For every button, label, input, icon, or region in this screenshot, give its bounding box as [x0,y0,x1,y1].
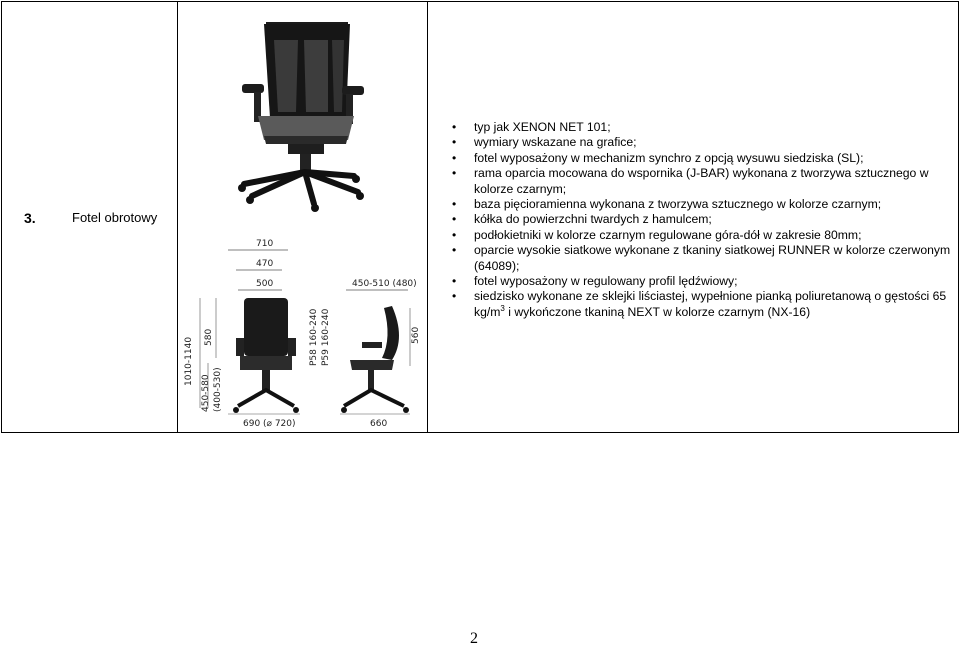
dim-base-width: 690 (⌀ 720) [243,419,296,429]
spec-item: • rama oparcia mocowana do wspornika (J-BAR) wykonana z tworzywa sztucznego w kolorze czarnym; [438,166,953,197]
dim-height-back: 580 [204,328,214,346]
spec-item: • podłokietniki w kolorze czarnym regulowane góra-dół w zakresie 80mm; [438,228,953,243]
product-name: Fotel obrotowy [72,210,158,225]
dim-width-top: 710 [256,239,274,249]
spec-item-last [438,289,953,320]
spec-last-part2: i wykończone tkaniną NEXT w kolorze czarnym (NX-16) [504,304,811,319]
chair-photo [238,22,364,212]
dim-width-seat: 500 [256,279,274,289]
chair-drawing [178,8,426,430]
column-divider [427,2,428,432]
spec-item: • wymiary wskazane na grafice; [438,135,953,150]
dim-depth-total: 660 [370,419,388,429]
spec-item: • typ jak XENON NET 101; [438,120,953,135]
spec-list [438,120,953,320]
row-number: 3. [24,210,36,226]
spec-item: • fotel wyposażony w regulowany profil lędźwiowy; [438,274,953,289]
spec-item: • kółka do powierzchni twardych z hamulcem; [438,212,953,227]
side-view-drawing [340,290,410,414]
dim-armrest-p59: P59 160-240 [321,308,331,366]
dim-depth-seat: 450-510 (480) [352,279,417,289]
dim-height-seat-alt: (400-530) [213,367,223,412]
dim-height-total: 1010-1140 [184,336,194,386]
page-number: 2 [470,630,478,647]
dim-height-side: 560 [411,326,421,344]
dim-width-mid: 470 [256,259,274,269]
spec-last-sup: 3 [500,303,505,313]
spec-item: • baza pięcioramienna wykonana z tworzywa sztucznego w kolorze czarnym; [438,197,953,212]
spec-last-part1: siedzisko wykonane ze sklejki liściastej, wypełnione pianką poliuretanową o gęstości 65 kg/m [474,289,947,319]
dim-armrest-p58: P58 160-240 [309,308,319,366]
chair-illustration [178,8,426,430]
dim-height-seat: 450-580 [201,374,211,412]
spec-item: • fotel wyposażony w mechanizm synchro z opcją wysuwu siedziska (SL); [438,151,953,166]
spec-item: • oparcie wysokie siatkowe wykonane z tkaniny siatkowej RUNNER w kolorze czerwonym (64089); [438,243,953,274]
